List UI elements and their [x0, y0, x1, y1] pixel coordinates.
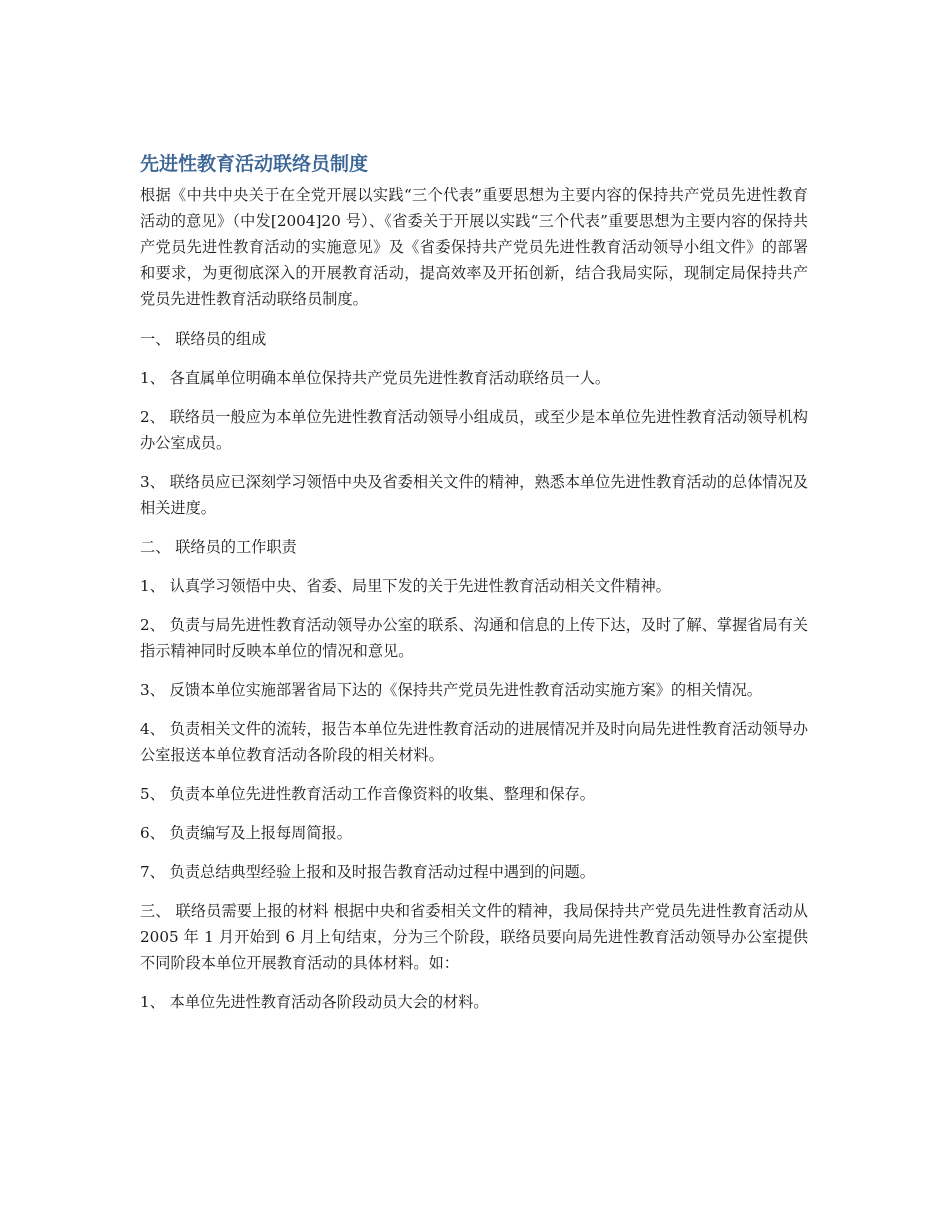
document-title: 先进性教育活动联络员制度: [140, 153, 369, 175]
section-2-item-5: 5、 负责本单位先进性教育活动工作音像资料的收集、整理和保存。: [140, 785, 595, 803]
document-page: [140, 148, 808, 1028]
section-1-item-3: 3、 联络员应已深刻学习领悟中央及省委相关文件的精神，熟悉本单位先进性教育活动的总体情况及相关进度。: [140, 473, 808, 517]
section-1-item-1: 1、 各直属单位明确本单位保持共产党员先进性教育活动联络员一人。: [140, 369, 611, 387]
section-2-heading: 二、 联络员的工作职责: [140, 538, 297, 556]
section-3-item-1: 1、 本单位先进性教育活动各阶段动员大会的材料。: [140, 993, 489, 1011]
section-2-item-3: 3、 反馈本单位实施部署省局下达的《保持共产党员先进性教育活动实施方案》的相关情况。: [140, 681, 762, 699]
section-2-item-1: 1、 认真学习领悟中央、省委、局里下发的关于先进性教育活动相关文件精神。: [140, 577, 671, 595]
intro-paragraph: 根据《中共中央关于在全党开展以实践“三个代表”重要思想为主要内容的保持共产党员先进性教育活动的意见》（中发[2004]20 号）、《省委关于开展以实践“三个代表”重要思想为主要内容的保持共产党员先进性教育活动的实施意见》及《省委保持共产党员先进性教育活动领导小组文件》的部署和要求，为更彻底深入的开展教育活动，提高效率及开拓创新，结合我局实际，现制定局保持共产党员先进性教育活动联络员制度。: [140, 186, 808, 308]
section-2-item-4: 4、 负责相关文件的流转，报告本单位先进性教育活动的进展情况并及时向局先进性教育活动领导办公室报送本单位教育活动各阶段的相关材料。: [140, 720, 808, 764]
section-2-item-2: 2、 负责与局先进性教育活动领导办公室的联系、沟通和信息的上传下达，及时了解、掌握省局有关指示精神同时反映本单位的情况和意见。: [140, 616, 808, 660]
section-1-heading: 一、 联络员的组成: [140, 330, 267, 348]
section-1-item-2: 2、 联络员一般应为本单位先进性教育活动领导小组成员，或至少是本单位先进性教育活动领导机构办公室成员。: [140, 408, 808, 452]
section-3-heading-paragraph: 三、 联络员需要上报的材料 根据中央和省委相关文件的精神，我局保持共产党员先进性教育活动从 2005 年 1 月开始到 6 月上旬结束，分为三个阶段，联络员要向局先进性教育活动领导办公室提供不同阶段本单位开展教育活动的具体材料。如：: [140, 902, 808, 972]
section-2-item-6: 6、 负责编写及上报每周简报。: [140, 824, 352, 842]
section-2-item-7: 7、 负责总结典型经验上报和及时报告教育活动过程中遇到的问题。: [140, 863, 595, 881]
